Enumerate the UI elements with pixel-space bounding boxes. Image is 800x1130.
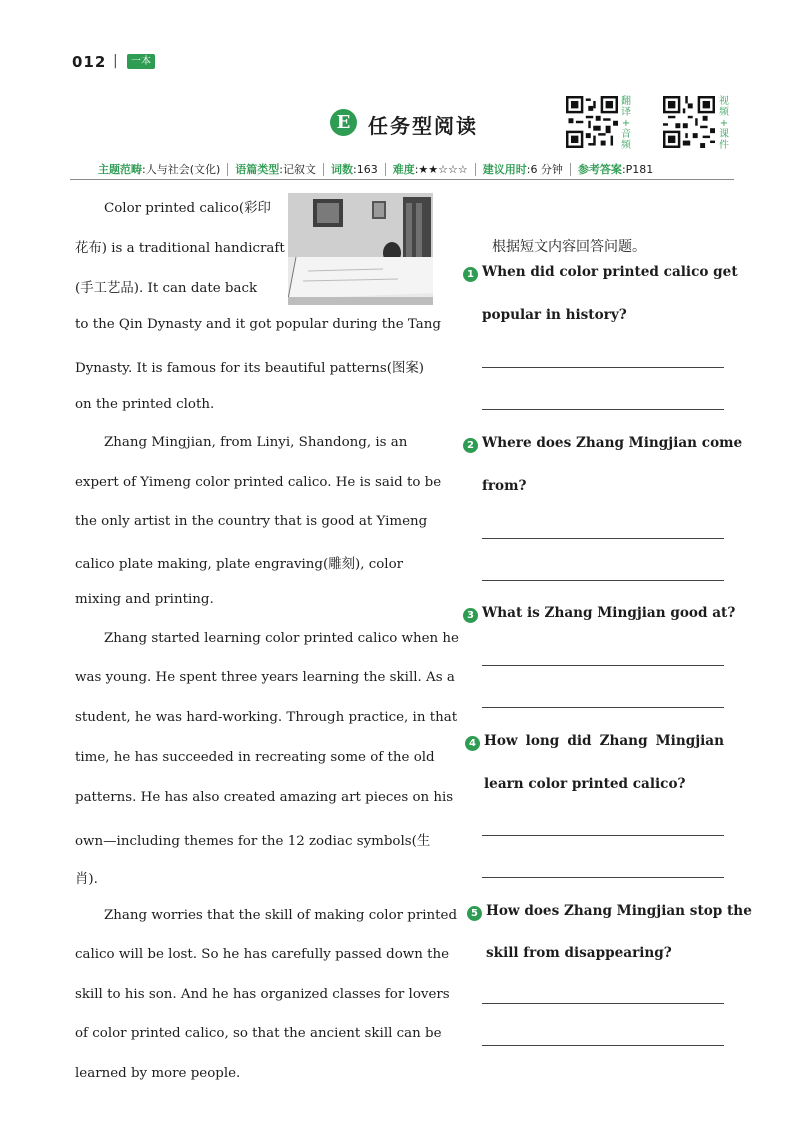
question-text: How does Zhang Mingjian stop the	[486, 903, 752, 919]
qr-label-char: +	[719, 118, 729, 129]
passage-line: patterns. He has also created amazing art pieces on his	[75, 790, 454, 805]
passage-line: on the printed cloth.	[75, 397, 215, 412]
question-text: popular in history?	[482, 307, 627, 323]
calico-workshop-photo	[288, 193, 433, 305]
question-text: What is Zhang Mingjian good at?	[482, 605, 736, 621]
qr-label-video-courseware	[718, 96, 730, 151]
passage-line: Dynasty. It is famous for its beautiful patterns(图案)	[75, 361, 424, 376]
question-number-badge: 3	[463, 608, 478, 623]
question-number-badge: 2	[463, 438, 478, 453]
qr-label-translation-audio	[620, 96, 632, 151]
passage-line: learned by more people.	[75, 1066, 241, 1081]
question-text: learn color printed calico?	[484, 776, 686, 792]
passage-line: of color printed calico, so that the ancient skill can be	[75, 1026, 442, 1041]
info-value: :★★☆☆☆	[414, 163, 468, 176]
passage-line: own—including themes for the 12 zodiac symbols(生	[75, 834, 431, 849]
answer-line[interactable]	[482, 1003, 724, 1004]
header-separator: |	[113, 53, 118, 69]
page-number: 012	[72, 53, 107, 71]
info-bar	[70, 160, 734, 180]
question-text: from?	[482, 478, 527, 494]
passage-line: student, he was hard-working. Through practice, in that	[75, 710, 458, 725]
answer-line[interactable]	[482, 409, 724, 410]
answer-line[interactable]	[482, 665, 724, 666]
qr-label-char: 频	[621, 140, 631, 151]
qr-label-char: 翻	[621, 96, 631, 107]
answer-line[interactable]	[482, 538, 724, 539]
question-text: When did color printed calico get	[482, 264, 738, 280]
qr-label-char: 课	[719, 129, 729, 140]
answer-line[interactable]	[482, 707, 724, 708]
info-value: :记叙文	[279, 163, 317, 176]
passage-line: 肖).	[75, 872, 98, 887]
info-difficulty	[386, 163, 476, 176]
qr-label-char: 件	[719, 140, 729, 151]
qr-code-icon	[663, 96, 715, 148]
info-value: :P181	[621, 163, 654, 176]
answer-line[interactable]	[482, 580, 724, 581]
brand-logo: 一本	[127, 54, 155, 69]
question-number-badge: 5	[467, 906, 482, 921]
passage-line: 花布) is a traditional handicraft	[75, 241, 285, 256]
qr-label-char: 频	[719, 107, 729, 118]
passage-line: time, he has succeeded in recreating some of the old	[75, 750, 435, 765]
info-key: 主题范畴	[98, 163, 142, 176]
info-key: 词数	[331, 163, 354, 176]
info-word-count	[324, 163, 386, 176]
qr-code-icon	[566, 96, 618, 148]
question-number-badge: 1	[463, 267, 478, 282]
passage-line: calico will be lost. So he has carefully passed down the	[75, 947, 450, 962]
answer-line[interactable]	[482, 835, 724, 836]
passage-line: to the Qin Dynasty and it got popular during the Tang	[75, 317, 441, 332]
passage-line: Zhang worries that the skill of making color printed	[104, 908, 458, 923]
qr-label-char: 音	[621, 129, 631, 140]
info-value: :163	[353, 163, 378, 176]
passage-line: Zhang Mingjian, from Linyi, Shandong, is an	[104, 435, 408, 450]
passage-line: Color printed calico(彩印	[104, 201, 271, 216]
info-theme	[70, 163, 228, 176]
info-key: 难度	[392, 163, 415, 176]
question-text: skill from disappearing?	[486, 945, 672, 961]
passage-line: the only artist in the country that is good at Yimeng	[75, 514, 428, 529]
qr-code-translation-audio[interactable]	[566, 96, 618, 152]
passage-line: mixing and printing.	[75, 592, 214, 607]
info-genre	[228, 163, 324, 176]
answer-line[interactable]	[482, 367, 724, 368]
info-answer-ref	[571, 163, 660, 176]
answer-line[interactable]	[482, 877, 724, 878]
info-suggested-time	[476, 163, 571, 176]
section-title: 任务型阅读	[368, 114, 478, 138]
section-badge: E	[330, 109, 357, 136]
passage-line: Zhang started learning color printed calico when he	[104, 631, 459, 646]
question-number-badge: 4	[465, 736, 480, 751]
passage-line: calico plate making, plate engraving(雕刻), color	[75, 557, 404, 572]
qr-label-char: +	[621, 118, 631, 129]
qr-label-char: 译	[621, 107, 631, 118]
passage-line: expert of Yimeng color printed calico. He is said to be	[75, 475, 442, 490]
qr-code-video-courseware[interactable]	[663, 96, 715, 152]
passage-line: was young. He spent three years learning the skill. As a	[75, 670, 455, 685]
info-value: :6 分钟	[526, 163, 563, 176]
question-text: How long did Zhang Mingjian	[484, 733, 724, 749]
question-instruction: 根据短文内容回答问题。	[492, 239, 646, 255]
passage-line: skill to his son. And he has organized classes for lovers	[75, 987, 450, 1002]
info-key: 语篇类型	[235, 163, 280, 176]
info-key: 参考答案	[577, 163, 622, 176]
info-key: 建议用时	[482, 163, 527, 176]
question-text: Where does Zhang Mingjian come	[482, 435, 743, 451]
qr-label-char: 视	[719, 96, 729, 107]
passage-line: (手工艺品). It can date back	[75, 281, 258, 296]
answer-line[interactable]	[482, 1045, 724, 1046]
info-value: :人与社会(文化)	[142, 163, 221, 176]
